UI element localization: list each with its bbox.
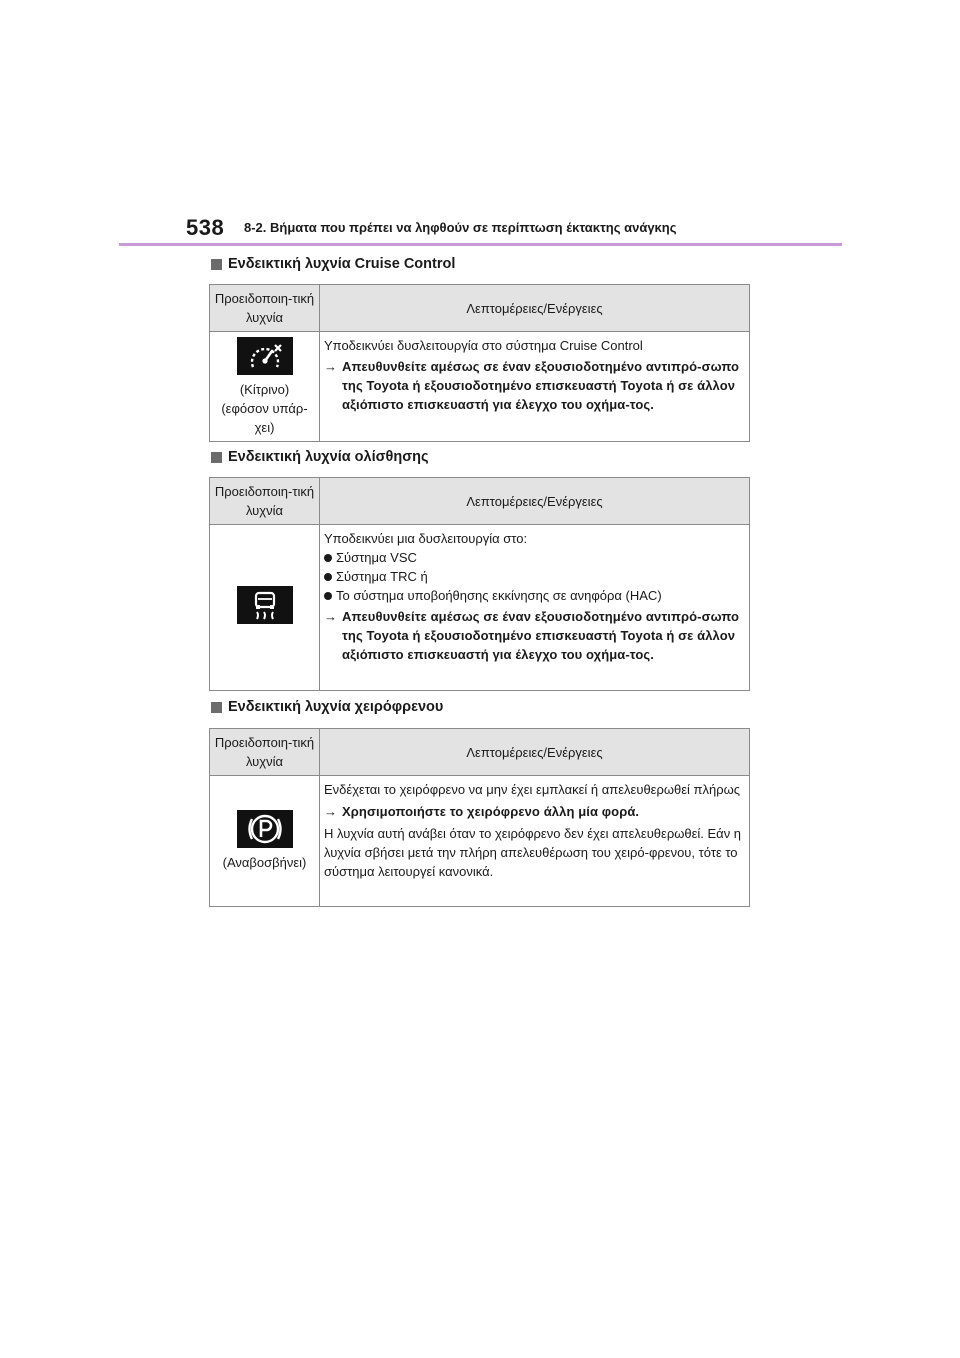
section-heading-cruise-control [211, 256, 455, 272]
list-item [324, 567, 743, 586]
icon-label: (Αναβοσβήνει) [222, 855, 307, 870]
page-number: 538 [186, 215, 225, 240]
description-text: Η λυχνία αυτή ανάβει όταν το χειρόφρενο δεν έχει απελευθερωθεί. Εάν η λυχνία σβήσει μετά την πλήρη απελευθέρωση του χειρό-φρενου, τότε το σύστημα λειτουργεί κανονικά. [324, 826, 742, 879]
description-text: Υποδεικνύει δυσλειτουργία στο σύστημα Cruise Control [324, 338, 643, 353]
section-square-icon [211, 702, 222, 713]
header-warning-light: Προειδοποιη-τική λυχνία [210, 285, 320, 332]
action-item [324, 357, 743, 414]
bullet-icon [324, 548, 336, 567]
parking-brake-table [209, 728, 750, 907]
details-cell [320, 332, 750, 442]
cruise-control-table [209, 284, 750, 442]
action-text: Απευθυνθείτε αμέσως σε έναν εξουσιοδοτημένο αντιπρό-σωπο της Toyota ή εξουσιοδοτημένο επισκευαστή Toyota ή σε άλλον αξιόπιστο επισκευαστή για έλεγχο του οχήμα-τος. [342, 609, 740, 662]
section-title: Ενδεικτική λυχνία Cruise Control [228, 256, 456, 272]
bullet-icon [324, 567, 336, 586]
slip-indicator-table [209, 477, 750, 691]
header-warning-light: Προειδοποιη-τική λυχνία [210, 478, 320, 525]
details-cell [320, 776, 750, 907]
list-item-text: Σύστημα TRC ή [336, 569, 428, 584]
header-divider [119, 243, 842, 246]
list-item-text: Σύστημα VSC [336, 550, 417, 565]
section-heading-slip [211, 449, 429, 465]
section-title: Ενδεικτική λυχνία χειρόφρενου [228, 699, 444, 715]
table-header-row [210, 729, 750, 776]
slip-indicator-icon [237, 586, 293, 624]
bullet-icon [324, 586, 336, 605]
header-warning-light: Προειδοποιη-τική λυχνία [210, 729, 320, 776]
arrow-icon: → [324, 804, 337, 819]
chapter-title: 8-2. Βήματα που πρέπει να ληφθούν σε περίπτωση έκτακτης ανάγκης [244, 220, 677, 235]
header-details-actions: Λεπτομέρειες/Ενέργειες [320, 729, 750, 776]
header-details-actions: Λεπτομέρειες/Ενέργειες [320, 285, 750, 332]
cruise-control-warning-icon [237, 337, 293, 375]
description-text: Υποδεικνύει μια δυσλειτουργία στο: [324, 531, 528, 546]
icon-cell [210, 525, 320, 691]
action-text: Χρησιμοποιήστε το χειρόφρενο άλλη μία φορά. [342, 804, 640, 819]
list-item [324, 548, 743, 567]
table-header-row [210, 478, 750, 525]
icon-label: (εφόσον υπάρ- [221, 400, 308, 416]
list-item-text: Το σύστημα υποβοήθησης εκκίνησης σε ανηφόρα (HAC) [336, 588, 662, 603]
section-square-icon [211, 259, 222, 270]
section-title: Ενδεικτική λυχνία ολίσθησης [228, 449, 429, 465]
list-item [324, 586, 743, 605]
parking-brake-icon [237, 810, 293, 848]
section-square-icon [211, 452, 222, 463]
table-row [210, 525, 750, 691]
table-header-row [210, 285, 750, 332]
details-cell [320, 525, 750, 691]
description-text: Ενδέχεται το χειρόφρενο να μην έχει εμπλακεί ή απελευθερωθεί πλήρως [324, 782, 741, 797]
icon-cell [210, 332, 320, 442]
section-heading-parking-brake [211, 699, 443, 715]
icon-cell [210, 776, 320, 907]
icon-label: (Κίτρινο) [239, 381, 290, 397]
action-text: Απευθυνθείτε αμέσως σε έναν εξουσιοδοτημένο αντιπρό-σωπο της Toyota ή εξουσιοδοτημένο επισκευαστή Toyota ή σε άλλον αξιόπιστο επισκευαστή για έλεγχο του οχήμα-τος. [342, 359, 740, 412]
header-details-actions: Λεπτομέρειες/Ενέργειες [320, 478, 750, 525]
action-item [324, 607, 743, 664]
action-item [324, 802, 743, 821]
arrow-icon: → [324, 359, 337, 374]
arrow-icon: → [324, 609, 337, 624]
table-row [210, 776, 750, 907]
icon-label: χει) [254, 419, 275, 435]
table-row [210, 332, 750, 442]
